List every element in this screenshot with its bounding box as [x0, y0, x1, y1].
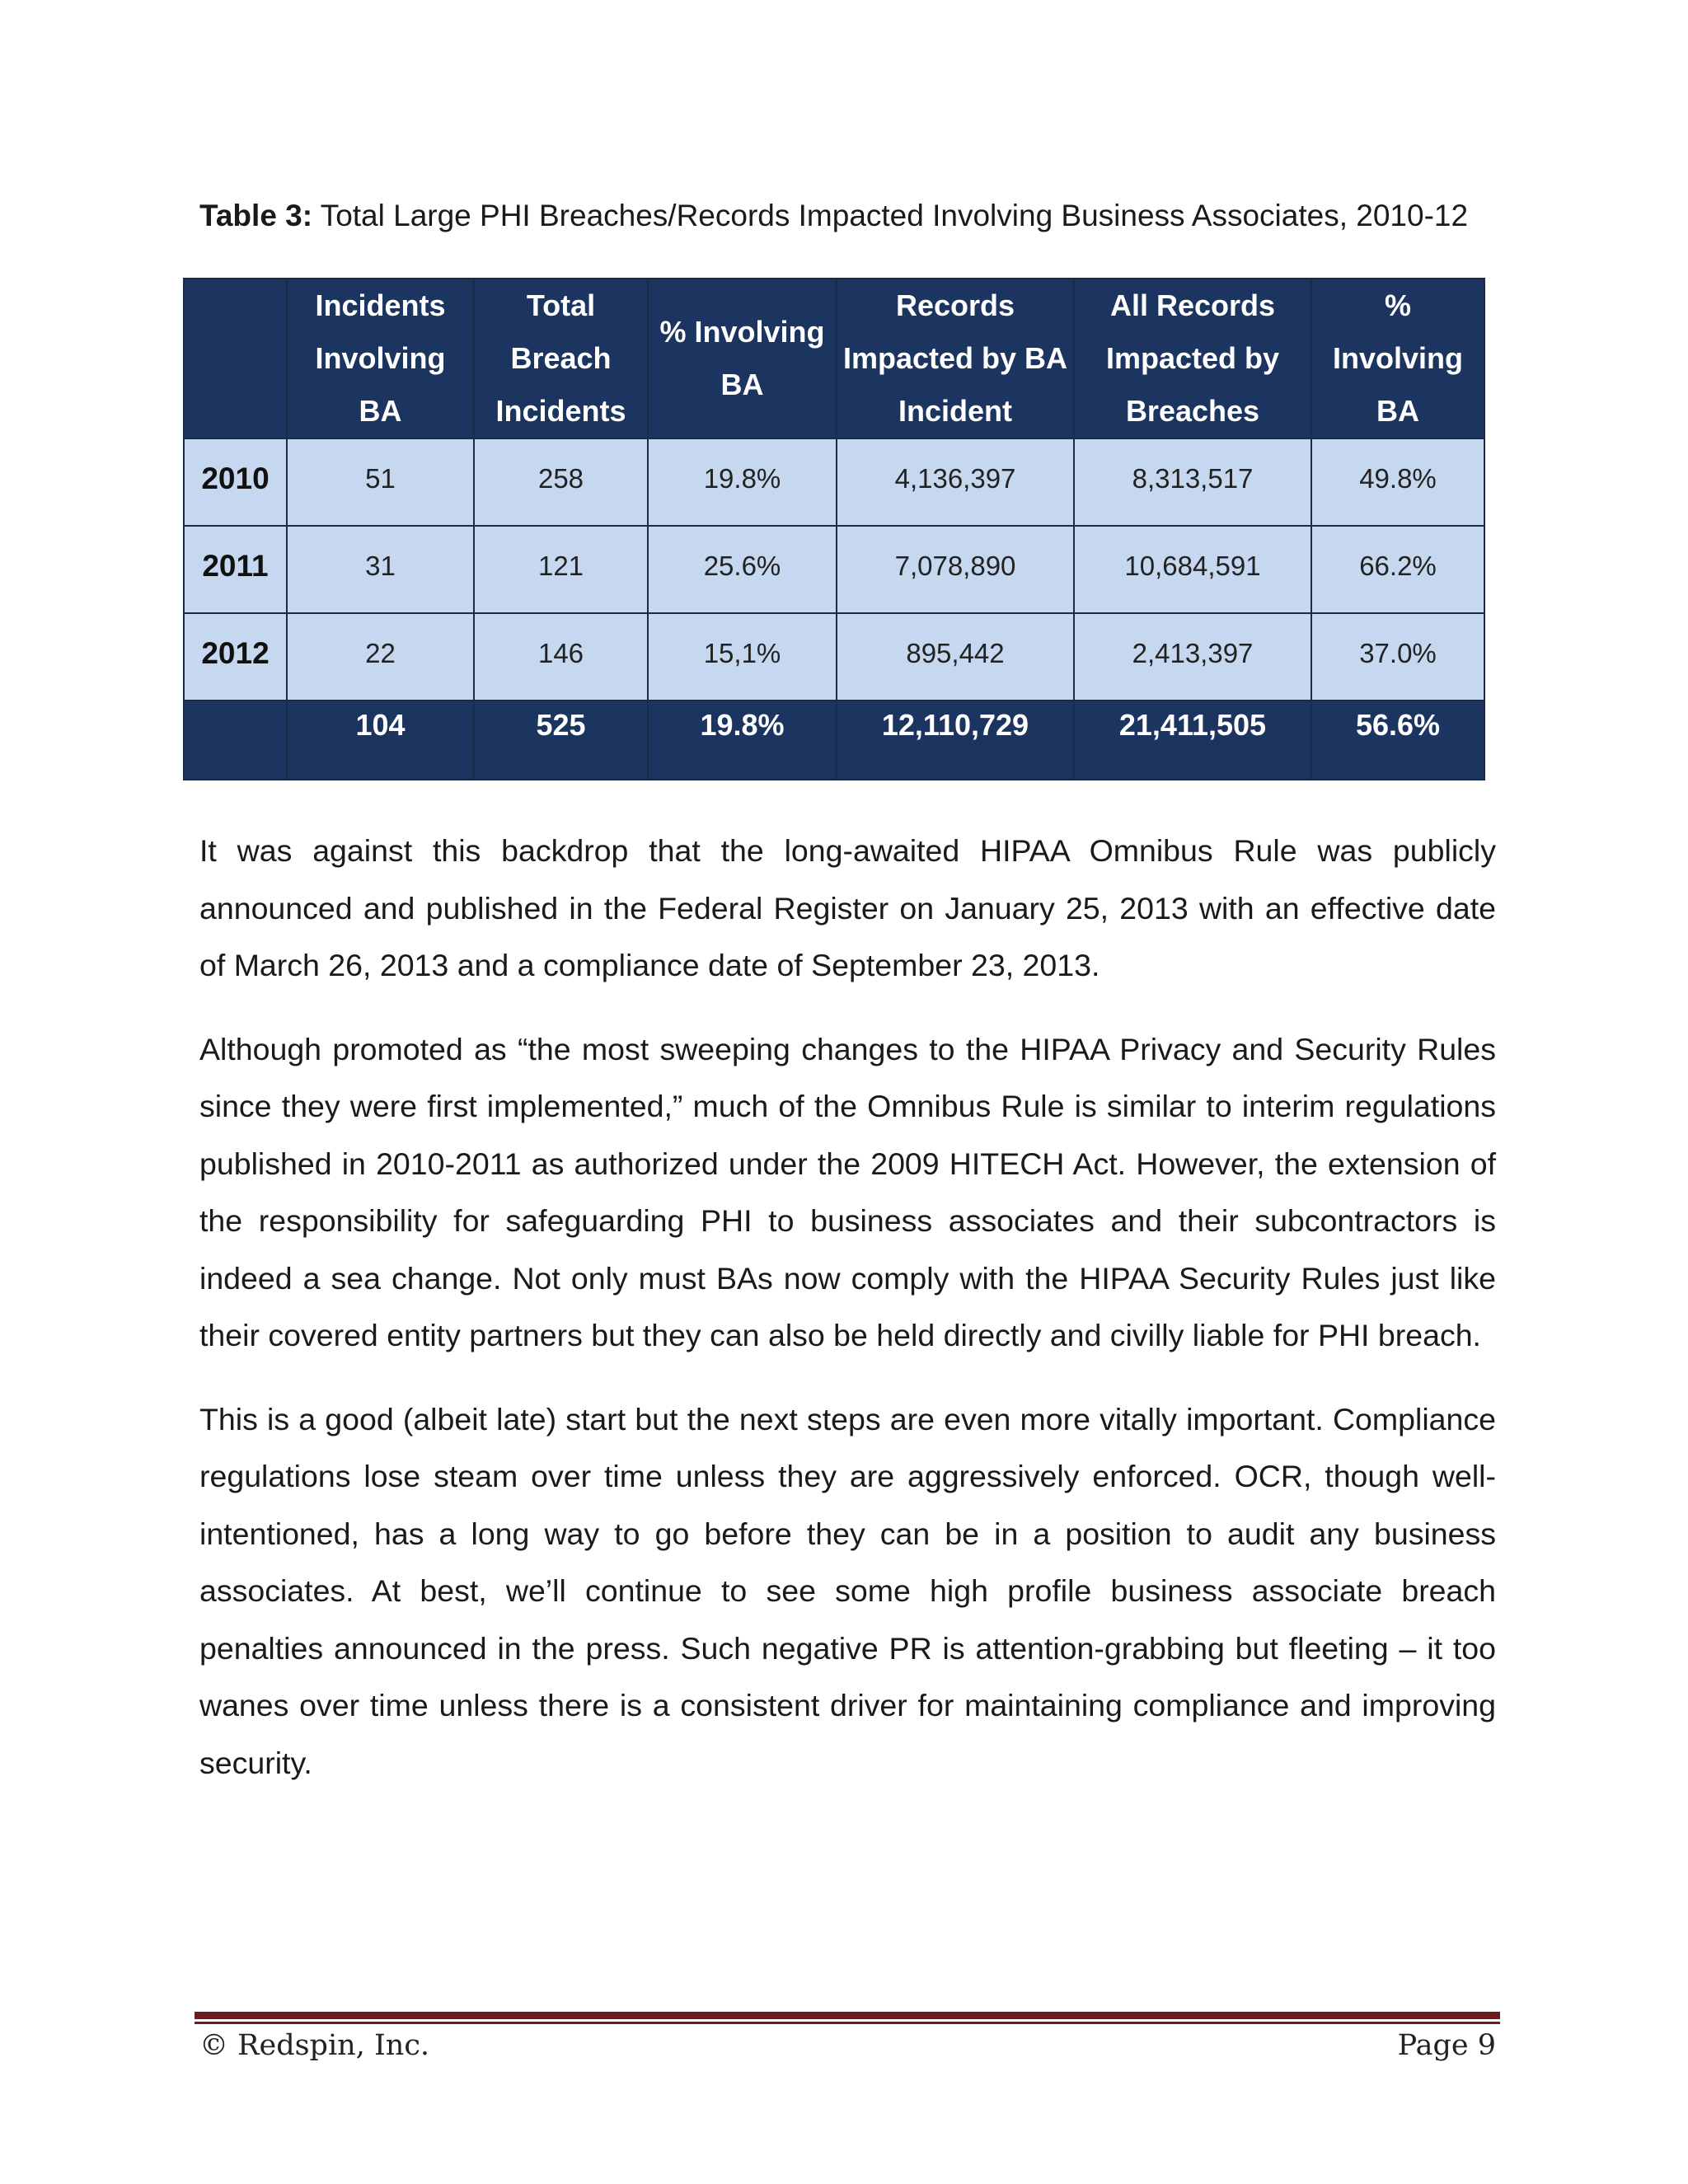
table-cell: 51: [287, 438, 474, 526]
paragraph: Although promoted as “the most sweeping changes to the HIPAA Privacy and Security Rules since they were first implemented,” much of the Omnibus Rule is similar to interim regulations published in 2010-2011 as authorized under the 2009 HITECH Act. However, the extension of the responsibility for safeguarding PHI to business associates and their subcontractors is indeed a sea change. Not only must BAs now comply with the HIPAA Security Rules just like their covered entity partners but they can also be held directly and civilly liable for PHI breach.: [199, 1031, 1496, 1352]
table-row: [184, 526, 1484, 613]
total-cell-blank: [184, 701, 287, 780]
row-year: 2012: [184, 613, 287, 701]
table-cell: 8,313,517: [1074, 438, 1311, 526]
header-cell-records-impacted-by-ba: Records Impacted by BA Incident: [837, 279, 1074, 438]
total-cell: 21,411,505: [1074, 701, 1311, 780]
table-cell: 895,442: [837, 613, 1074, 701]
footer-copyright: © Redspin, Inc.: [199, 2029, 430, 2062]
header-cell-blank: [184, 279, 287, 438]
body-text: [199, 823, 1496, 1818]
table-row: [184, 613, 1484, 701]
table-cell: 37.0%: [1311, 613, 1484, 701]
table-total-row: [184, 701, 1484, 780]
table-cell: 25.6%: [648, 526, 837, 613]
table-cell: 31: [287, 526, 474, 613]
table-cell: 4,136,397: [837, 438, 1074, 526]
table-cell: 2,413,397: [1074, 613, 1311, 701]
header-cell-percent-records-ba: % Involving BA: [1311, 279, 1484, 438]
breach-table: [183, 278, 1485, 780]
table-caption-label: Table 3:: [199, 199, 313, 232]
table-cell: 19.8%: [648, 438, 837, 526]
table-cell: 10,684,591: [1074, 526, 1311, 613]
footer-page-number: Page 9: [1397, 2029, 1496, 2062]
header-cell-percent-involving-ba: % Involving BA: [648, 279, 837, 438]
paragraph: This is a good (albeit late) start but the next steps are even more vitally important. Compliance regulations lose steam over time unless they are aggressively enforced. OCR, though well-intentioned, has a long way to go before they can be in a position to audit any business associates. At best, we’ll continue to see some high profile business associate breach penalties announced in the press. Such negative PR is attention-grabbing but fleeting – it too wanes over time unless there is a consistent driver for maintaining compliance and improving security.: [199, 1401, 1496, 1780]
table-cell: 22: [287, 613, 474, 701]
header-cell-total-breach-incidents: Total Breach Incidents: [474, 279, 648, 438]
table-cell: 121: [474, 526, 648, 613]
total-cell: 104: [287, 701, 474, 780]
table-cell: 15,1%: [648, 613, 837, 701]
table-cell: 49.8%: [1311, 438, 1484, 526]
total-cell: 19.8%: [648, 701, 837, 780]
footer-rule: [195, 2012, 1500, 2019]
table-cell: 7,078,890: [837, 526, 1074, 613]
table-cell: 146: [474, 613, 648, 701]
table-caption: [199, 196, 1518, 236]
row-year: 2010: [184, 438, 287, 526]
table-cell: 258: [474, 438, 648, 526]
paragraph: It was against this backdrop that the long-awaited HIPAA Omnibus Rule was publicly announced and published in the Federal Register on January 25, 2013 with an effective date of March 26, 2013 and a compliance date of September 23, 2013.: [199, 833, 1496, 982]
table-row: [184, 438, 1484, 526]
table-caption-text: Total Large PHI Breaches/Records Impacted Involving Business Associates, 2010-12: [312, 199, 1469, 232]
row-year: 2011: [184, 526, 287, 613]
table-cell: 66.2%: [1311, 526, 1484, 613]
total-cell: 56.6%: [1311, 701, 1484, 780]
header-cell-incidents-involving-ba: Incidents Involving BA: [287, 279, 474, 438]
table-header-row: [184, 279, 1484, 438]
header-cell-all-records-impacted: All Records Impacted by Breaches: [1074, 279, 1311, 438]
total-cell: 525: [474, 701, 648, 780]
total-cell: 12,110,729: [837, 701, 1074, 780]
